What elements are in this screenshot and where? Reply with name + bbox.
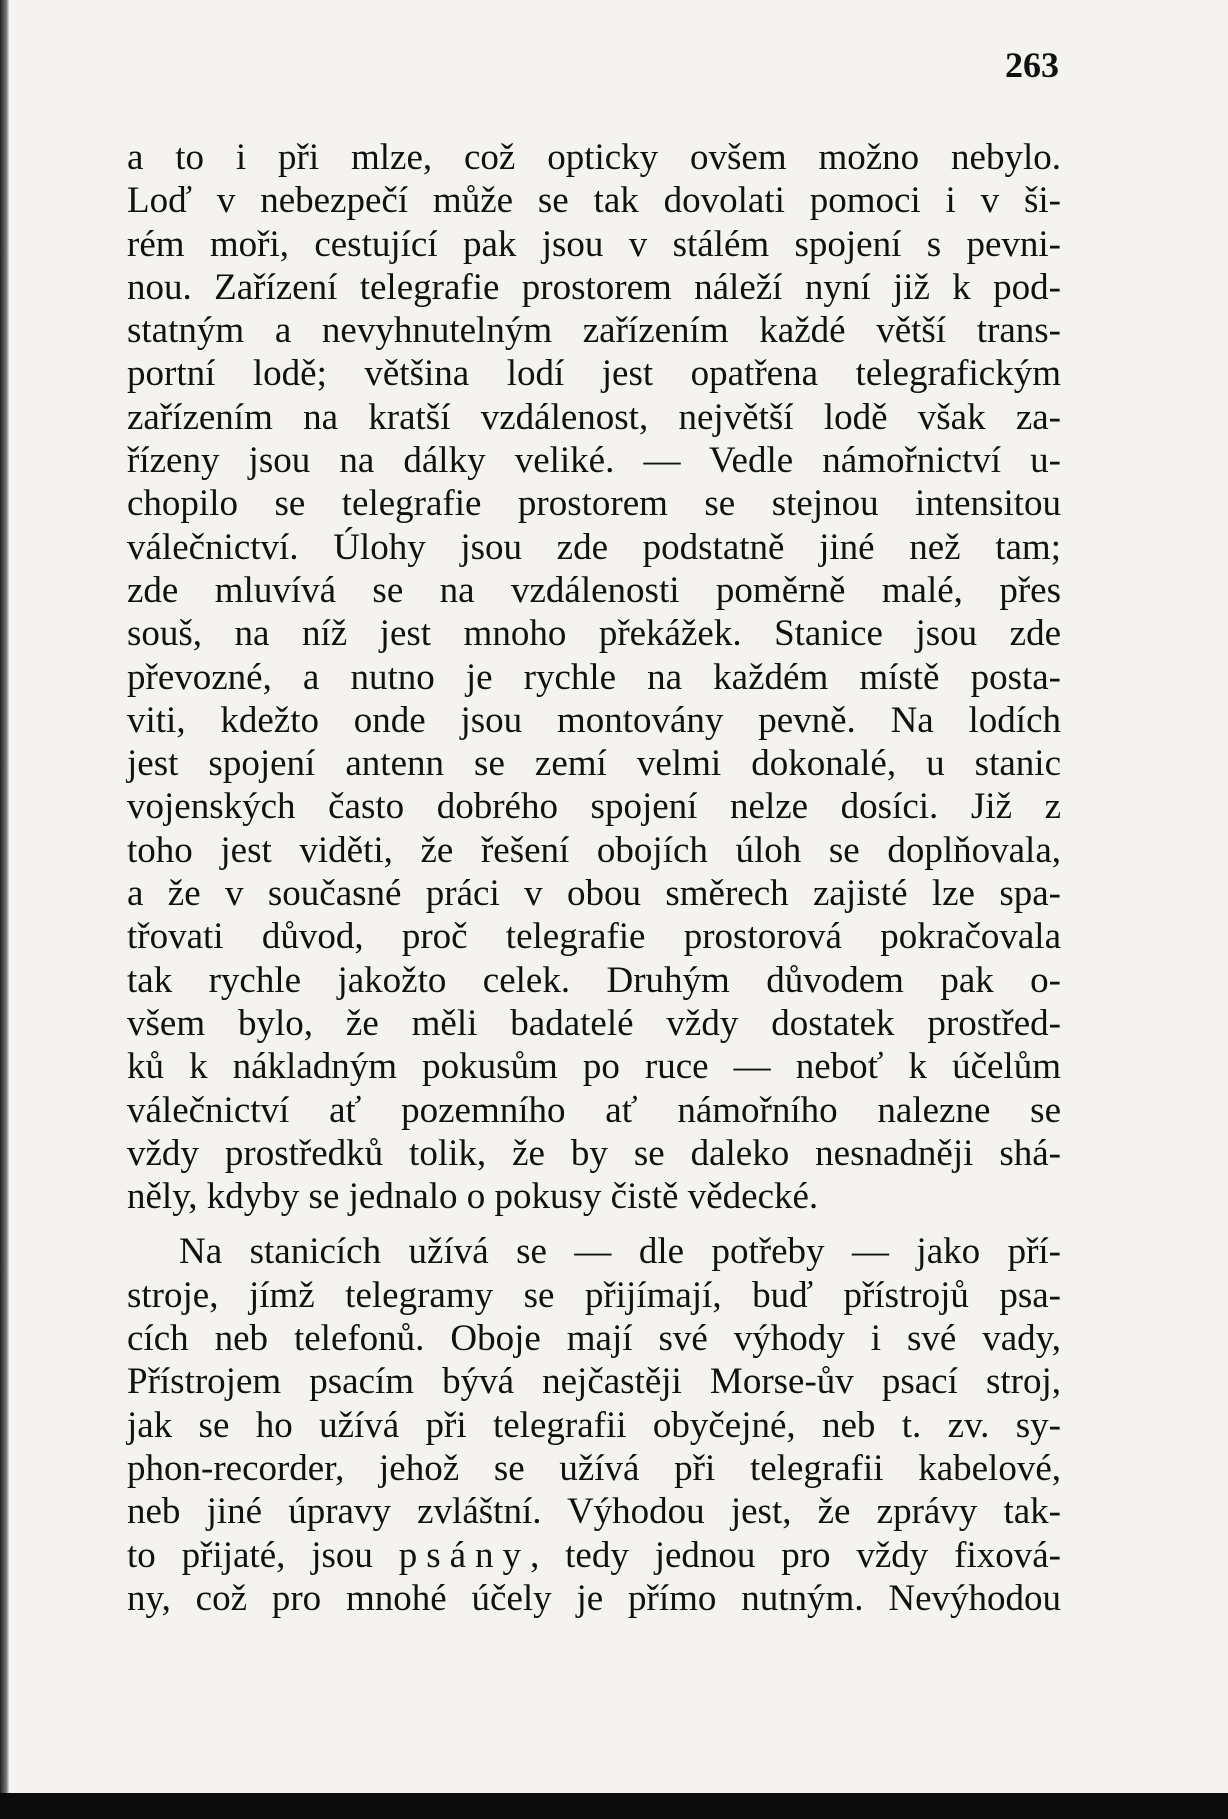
text-line: Loď v nebezpečí může se tak dovolati pomoci i v ši- bbox=[127, 180, 1061, 222]
text-line: něly, kdyby se jednalo o pokusy čistě vědecké. bbox=[127, 1176, 819, 1218]
text-span: , tedy jednou pro vždy fixová- bbox=[530, 1534, 1061, 1576]
text-line: vojenských často dobrého spojení nelze dosíci. Již z bbox=[127, 786, 1061, 828]
text-line: a to i při mlze, což opticky ovšem možno nebylo. bbox=[127, 137, 1061, 178]
text-line: ků k nákladným pokusům po ruce — neboť k účelům bbox=[127, 1046, 1061, 1088]
text-line: jest spojení antenn se zemí velmi dokonalé, u stanic bbox=[127, 743, 1061, 785]
paragraph-1 bbox=[127, 136, 1061, 1218]
text-line: válečnictví. Úlohy jsou zde podstatně jiné než tam; bbox=[127, 526, 1061, 568]
text-line: zde mluvívá se na vzdálenosti poměrně malé, přes bbox=[127, 569, 1061, 611]
text-line: nou. Zařízení telegrafie prostorem náleží nyní již k pod- bbox=[127, 266, 1061, 308]
text-line: portní lodě; většina lodí jest opatřena telegrafickým bbox=[127, 353, 1061, 395]
text-line: ny, což pro mnohé účely je přímo nutným. Nevýhodou bbox=[127, 1577, 1061, 1619]
text-line: statným a nevyhnutelným zařízením každé větší trans- bbox=[127, 310, 1061, 352]
text-line: tak rychle jakožto celek. Druhým důvodem pak o- bbox=[127, 959, 1061, 1001]
text-line: viti, kdežto onde jsou montovány pevně. Na lodích bbox=[127, 699, 1061, 741]
emphasized-word: psány bbox=[398, 1534, 531, 1576]
text-line bbox=[127, 1534, 1061, 1577]
text-line: Na stanicích užívá se — dle potřeby — jako pří- bbox=[179, 1231, 1061, 1273]
text-line: třovati důvod, proč telegrafie prostorová pokračovala bbox=[127, 916, 1061, 958]
text-line: převozné, a nutno je rychle na každém místě posta- bbox=[127, 656, 1061, 698]
text-line: stroje, jímž telegramy se přijímají, buď přístrojů psa- bbox=[127, 1274, 1061, 1316]
text-span: to přijaté, jsou bbox=[127, 1534, 399, 1576]
text-line: jak se ho užívá při telegrafii obyčejné, neb t. zv. sy- bbox=[127, 1404, 1061, 1446]
paragraph-2 bbox=[127, 1230, 1061, 1620]
text-line: cích neb telefonů. Oboje mají své výhody i své vady, bbox=[127, 1318, 1061, 1360]
text-line: toho jest viděti, že řešení obojích úloh se doplňovala, bbox=[127, 829, 1061, 871]
scan-bottom-edge bbox=[0, 1793, 1228, 1819]
page-text bbox=[127, 136, 1061, 1620]
text-line: phon-recorder, jehož se užívá při telegrafii kabelové, bbox=[127, 1447, 1061, 1489]
text-line: souš, na níž jest mnoho překážek. Stanice jsou zde bbox=[127, 613, 1061, 655]
scan-left-edge bbox=[0, 0, 9, 1819]
text-line: řízeny jsou na dálky veliké. — Vedle námořnictví u- bbox=[127, 440, 1061, 482]
page-number: 263 bbox=[1005, 45, 1059, 85]
text-line: neb jiné úpravy zvláštní. Výhodou jest, že zprávy tak- bbox=[127, 1491, 1061, 1533]
text-line: zařízením na kratší vzdálenost, největší lodě však za- bbox=[127, 396, 1061, 438]
text-line: a že v současné práci v obou směrech zajisté lze spa- bbox=[127, 873, 1061, 915]
text-line: chopilo se telegrafie prostorem se stejnou intensitou bbox=[127, 483, 1061, 525]
text-line: všem bylo, že měli badatelé vždy dostatek prostřed- bbox=[127, 1002, 1061, 1044]
text-line: vždy prostředků tolik, že by se daleko nesnadněji shá- bbox=[127, 1132, 1061, 1174]
text-line: Přístrojem psacím bývá nejčastěji Morse-ův psací stroj, bbox=[127, 1361, 1061, 1403]
text-line: rém moři, cestující pak jsou v stálém spojení s pevni- bbox=[127, 223, 1061, 265]
text-line: válečnictví ať pozemního ať námořního nalezne se bbox=[127, 1089, 1061, 1131]
